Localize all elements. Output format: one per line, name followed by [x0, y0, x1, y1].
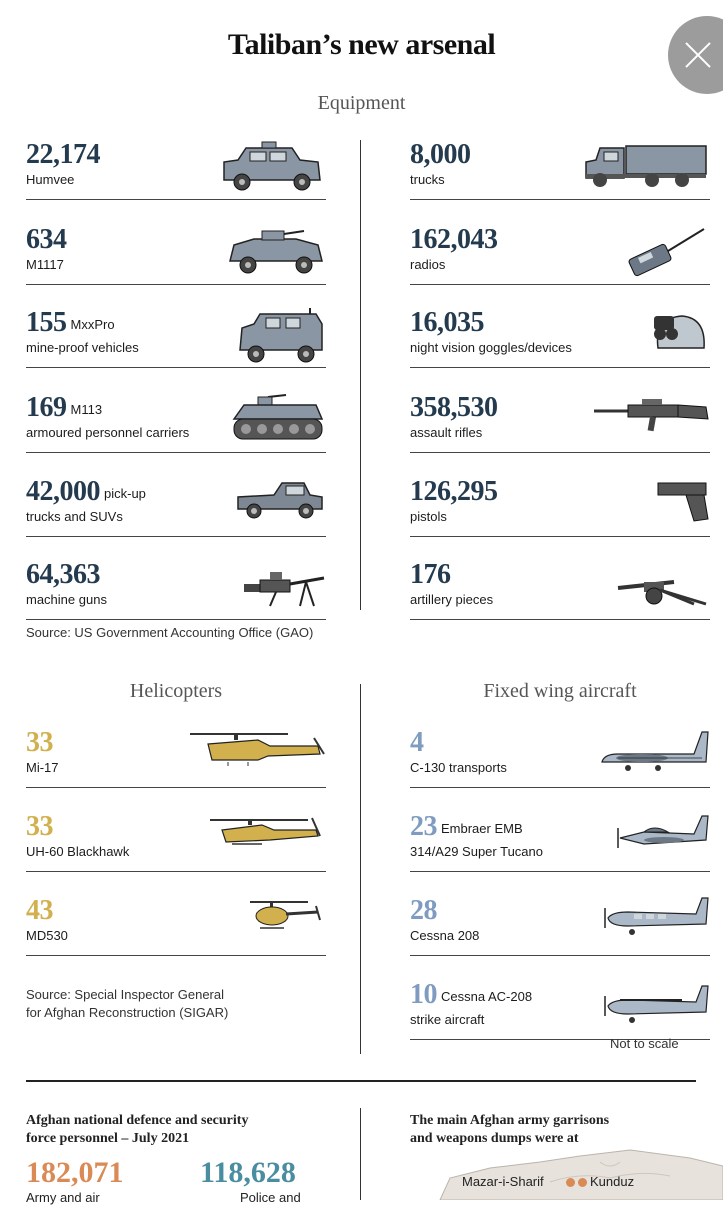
item-value-number: 169	[26, 392, 67, 423]
equipment-item-night-vision	[410, 308, 710, 368]
item-inline-label: MxxPro	[70, 317, 115, 332]
equipment-item-trucks	[410, 140, 710, 200]
item-label: assault rifles	[410, 425, 483, 440]
item-label: Humvee	[26, 172, 75, 187]
equipment-item-assault-rifles	[410, 393, 710, 453]
item-value-number: 23	[410, 811, 437, 842]
item-value	[410, 812, 523, 844]
bottom-divider	[26, 1080, 696, 1082]
cessna-aircraft-icon	[602, 896, 710, 940]
item-value: 64,363	[26, 559, 100, 590]
item-label: M1117	[26, 257, 64, 272]
item-value-number: 155	[26, 307, 67, 338]
item-rule	[26, 452, 326, 453]
garrison-heading-line1: The main Afghan army garrisons	[410, 1113, 610, 1128]
aircraft-item-c130	[410, 728, 710, 788]
item-value	[26, 308, 115, 340]
md530-helicopter-icon	[248, 896, 326, 936]
item-value: 176	[410, 559, 451, 590]
equipment-item-humvee	[26, 140, 326, 200]
fixed-wing-heading: Fixed wing aircraft	[483, 680, 637, 702]
rifle-icon	[592, 393, 710, 433]
item-inline-label: Embraer EMB	[441, 821, 523, 836]
item-label: UH-60 Blackhawk	[26, 844, 130, 859]
truck-icon	[582, 140, 710, 190]
personnel-heading	[26, 1112, 248, 1148]
item-label: mine-proof vehicles	[26, 340, 139, 355]
helicopter-source-line1: Source: Special Inspector General	[26, 987, 224, 1002]
item-label: radios	[410, 257, 446, 272]
item-label: trucks	[410, 172, 445, 187]
item-inline-label: M113	[70, 402, 103, 417]
afghanistan-map	[430, 1142, 723, 1200]
page-title: Taliban’s new arsenal	[227, 28, 496, 61]
item-value: 16,035	[410, 307, 484, 338]
item-label: 314/A29 Super Tucano	[410, 844, 543, 859]
item-label: machine guns	[26, 592, 107, 607]
city-kunduz-label: Kunduz	[590, 1174, 635, 1189]
machine-gun-icon	[240, 560, 326, 610]
item-value-number: 42,000	[26, 476, 100, 507]
aircraft-item-super-tucano	[410, 812, 710, 872]
item-rule	[410, 284, 710, 285]
item-value: 8,000	[410, 139, 471, 170]
equipment-item-m113	[26, 393, 326, 453]
item-rule	[26, 787, 326, 788]
item-rule	[410, 619, 710, 620]
item-value: 358,530	[410, 392, 498, 423]
item-inline-label: pick-up	[104, 486, 146, 501]
mrap-icon	[236, 308, 326, 364]
item-value: 634	[26, 224, 67, 255]
pistol-icon	[656, 477, 710, 523]
equipment-item-artillery	[410, 560, 710, 620]
personnel-heading-line1: Afghan national defence and security	[26, 1113, 249, 1128]
item-label: MD530	[26, 928, 68, 943]
item-rule	[26, 871, 326, 872]
garrison-heading-line2: and weapons dumps were at	[410, 1131, 579, 1146]
city-mazar-marker	[566, 1178, 575, 1187]
apc-icon	[230, 393, 326, 447]
item-label: artillery pieces	[410, 592, 494, 607]
city-mazar-label: Mazar-i-Sharif	[462, 1174, 544, 1189]
city-kunduz-marker	[578, 1178, 587, 1187]
not-to-scale-note: Not to scale	[610, 1036, 679, 1051]
equipment-item-radios	[410, 225, 710, 285]
equipment-item-pickup	[26, 477, 326, 537]
item-value: 22,174	[26, 139, 100, 170]
equipment-item-machine-guns	[26, 560, 326, 620]
helicopter-source	[26, 986, 228, 1022]
item-rule	[410, 536, 710, 537]
armored-car-icon	[226, 225, 326, 275]
item-inline-label: Cessna AC-208	[441, 989, 533, 1004]
item-label: C-130 transports	[410, 760, 507, 775]
equipment-heading: Equipment	[317, 92, 406, 114]
equipment-divider	[360, 140, 361, 610]
aircraft-item-strike-aircraft	[410, 980, 710, 1040]
item-label: Mi-17	[26, 760, 59, 775]
pickup-icon	[234, 477, 326, 521]
item-rule	[410, 199, 710, 200]
equipment-source: Source: US Government Accounting Office (GAO)	[26, 625, 314, 640]
item-rule	[410, 452, 710, 453]
item-value: 126,295	[410, 476, 498, 507]
item-label: trucks and SUVs	[26, 509, 123, 524]
item-rule	[410, 955, 710, 956]
strike-aircraft-icon	[602, 980, 710, 1028]
item-value: 43	[26, 895, 53, 926]
artillery-icon	[614, 560, 710, 608]
item-rule	[26, 619, 326, 620]
aircraft-divider	[360, 684, 361, 1054]
item-rule	[26, 367, 326, 368]
item-value	[26, 393, 102, 425]
item-rule	[26, 955, 326, 956]
item-value: 33	[26, 727, 53, 758]
item-rule	[410, 787, 710, 788]
blackhawk-helicopter-icon	[208, 812, 326, 852]
army-label: Army and air	[26, 1190, 100, 1205]
item-label: pistols	[410, 509, 447, 524]
radio-icon	[620, 225, 710, 279]
aircraft-item-cessna-208	[410, 896, 710, 956]
helicopter-item-md530	[26, 896, 326, 956]
helicopter-item-mi17	[26, 728, 326, 788]
bottom-vertical-divider	[360, 1108, 361, 1200]
item-label: armoured personnel carriers	[26, 425, 190, 440]
personnel-heading-line2: force personnel – July 2021	[26, 1131, 190, 1146]
helicopter-item-blackhawk	[26, 812, 326, 872]
equipment-item-m1117	[26, 225, 326, 285]
item-value	[26, 477, 146, 509]
item-label: night vision goggles/devices	[410, 340, 572, 355]
mi17-helicopter-icon	[188, 728, 326, 768]
police-value: 118,628	[200, 1156, 296, 1189]
item-rule	[410, 871, 710, 872]
helicopter-source-line2: for Afghan Reconstruction (SIGAR)	[26, 1005, 229, 1020]
item-value: 33	[26, 811, 53, 842]
helicopters-heading: Helicopters	[129, 680, 223, 702]
item-rule	[26, 536, 326, 537]
item-value-number: 10	[410, 979, 437, 1010]
tucano-aircraft-icon	[614, 812, 710, 856]
item-label: strike aircraft	[410, 1012, 485, 1027]
item-value	[410, 980, 532, 1012]
night-vision-icon	[646, 308, 710, 362]
item-rule	[26, 284, 326, 285]
item-label: Cessna 208	[410, 928, 480, 943]
police-label: Police and	[240, 1190, 301, 1205]
equipment-item-mxxpro	[26, 308, 326, 368]
item-rule	[26, 199, 326, 200]
item-rule	[410, 367, 710, 368]
item-value: 4	[410, 727, 424, 758]
item-value: 28	[410, 895, 437, 926]
c130-aircraft-icon	[598, 728, 710, 776]
item-value: 162,043	[410, 224, 498, 255]
army-value: 182,071	[26, 1156, 124, 1189]
equipment-item-pistols	[410, 477, 710, 537]
humvee-icon	[216, 140, 326, 192]
